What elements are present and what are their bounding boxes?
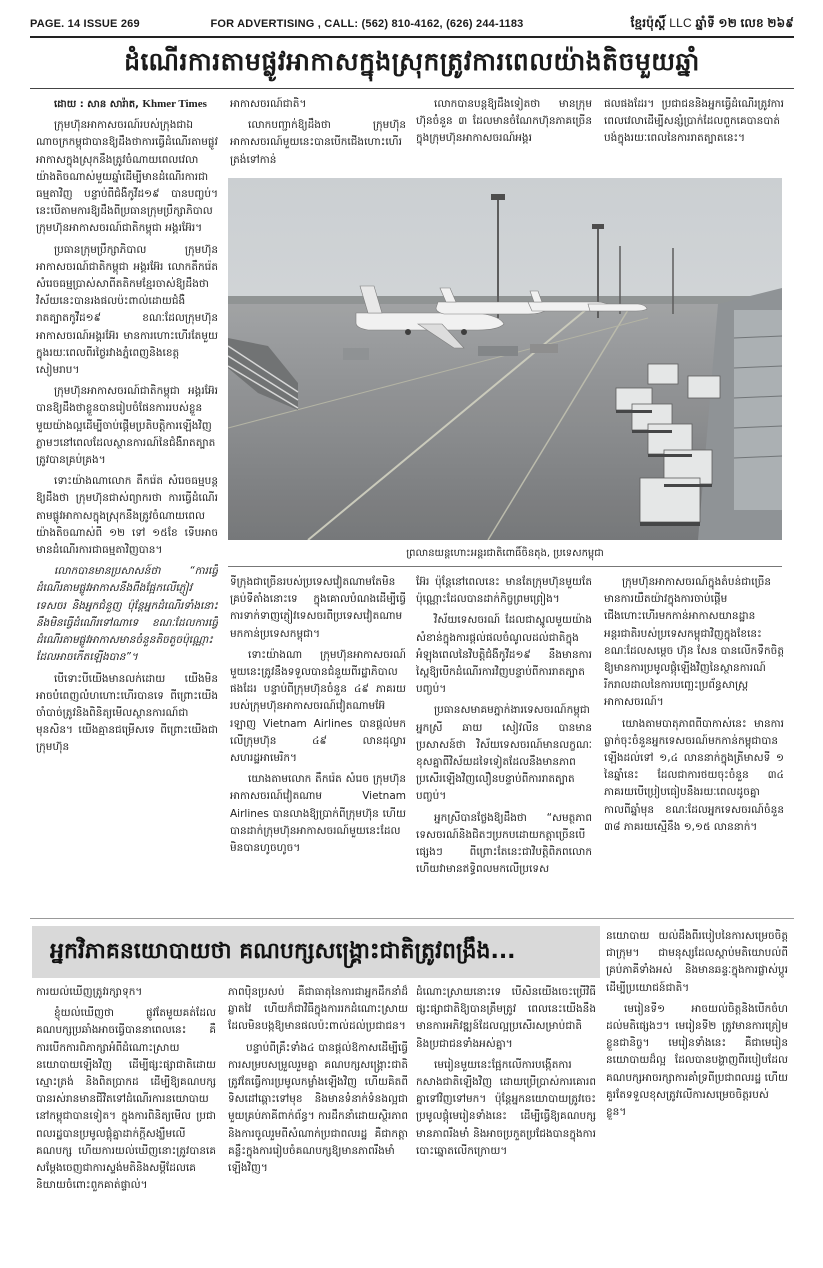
second-article-column-3	[416, 984, 596, 1256]
section-divider	[30, 918, 794, 919]
paragraph: លោកបញ្ជាក់ឱ្យដឹងថា ក្រុមហ៊ុនអាកាសចរណ៍មួយនេះបានបើកជើងហោះហើរត្រង់ទៅកាន់	[230, 119, 406, 166]
paragraph: នយោបាយ យល់ដឹងពីរបៀបនៃការសម្រេចចិត្តជាក្រុម។ ជាមនុស្សដែលស្តាប់មតិយោបល់ពីគ្រប់ភាគីទាំងអស់ និងមានឆន្ទៈក្នុងការផ្លាស់ប្តូរដើម្បីប្រយោជន៍ជាតិ។	[606, 930, 788, 994]
page-issue: PAGE. 14 ISSUE 269	[30, 18, 140, 30]
byline	[36, 96, 218, 113]
paragraph: វិស័យទេសចរណ៍ ដែលជាស្នូលមួយយ៉ាងសំខាន់ក្នុងការផ្តល់ផលចំណូលដល់ជាតិក្នុងអំឡុងពេលនៃវិបត្តិជំងឺកូវីដ១៩ នឹងមានការស្ពៃឱ្យបើកដំណើរការវិញបន្ទាប់ពីការរាតត្បាតបញ្ចប់។	[416, 614, 592, 696]
paragraph: អាកាសចរណ៍ជាតិ។	[230, 98, 307, 110]
paragraph: បន្ទាប់ពីគ្រឹះទាំង៤ បានផ្តល់ឱកាសដើម្បីធ្វើការសម្របសម្រួលរួមគ្នា គណបក្សសង្គ្រោះជាតិត្រូវតែធ្វើការប្រមូលកម្លាំងឡើងវិញ ហើយគិតពីទិសដៅឆ្ពោះទៅមុខ និងមានទំនាក់ទំនងល្អជាមួយគ្រប់ភាគីពាក់ព័ន្ធ។ ការដឹកនាំដោយស្ថិរភាពនិងការចូលរួមពីសំណាក់ប្រជាពលរដ្ឋ គឺជាកត្តាគន្លឹះក្នុងការរៀបចំគណបក្សឱ្យមានភាពរឹងមាំឡើងវិញ។	[228, 1041, 408, 1175]
article-column-2-top	[230, 96, 406, 176]
second-article-column-4	[606, 928, 788, 1256]
page-header	[30, 14, 794, 34]
paragraph: ភាពប៉ិនប្រសប់ គឺជាធាតុនៃការជាអ្នកដឹកនាំដ៏ឆ្លាតវៃ ហើយក៏ជាវិធីក្នុងការរកដំណោះស្រាយ ដែលមិនបង្កឱ្យមានផលប៉ះពាល់ដល់ប្រជាជន។	[228, 986, 408, 1033]
byline-label: ដោយ : សាន សារ៉ាត,	[54, 99, 139, 110]
paragraph: បើទោះបីយើងមានលក់ដោយ យើងមិនអាចបំពេញលំហហោះហើរបានទេ ពីព្រោះយើងចាំបាច់ត្រូវនិងពិនិត្យមើលស្ថានការណ៍ជាមុនសិន។ យើងគ្មានជម្រើសទេ ពីព្រោះយើងជាក្រុមហ៊ុន	[36, 672, 218, 754]
article-column-2-bottom	[230, 574, 406, 914]
paragraph: យោងតាមបាតុភាពពីបាកាស់នេះ មានការធ្លាក់ចុះចំនួនអ្នកទេសចរណ៍មកកាន់កម្ពុជាបានឡើងដល់ទៅ ១,៤ លាននាក់ក្នុងត្រីមាសទី ១ នៃឆ្នាំនេះ ដែលជាការថយចុះចំនួន ៣៤ ភាគរយបើប្រៀបធៀបនឹងរយៈពេលដូចគ្នាកាលពីឆ្នាំមុន ខណៈដែលអ្នកទេសចរណ៍ចំនួន ៣៨ ភាគរយស្មើនឹង ១,១៥ លាននាក់។	[604, 717, 784, 833]
paper-masthead	[544, 15, 794, 33]
second-article-column-1	[36, 984, 216, 1256]
main-headline: ដំណើរការតាមផ្លូវអាកាសក្នុងស្រុកត្រូវការពេលយ៉ាងតិចមួយឆ្នាំ	[124, 47, 700, 76]
paragraph: ការយល់ឃើញត្រូវរក្សាទុក។	[36, 986, 143, 998]
paper-name: ខ្មែរប៉ុស្តិ៍	[630, 16, 666, 30]
airport-photo-illustration	[228, 178, 782, 540]
paper-suffix: LLC	[669, 16, 692, 30]
quote-paragraph: លោកបានមានប្រសាសន៍ថា “ការធ្វើដំណើរតាមផ្លូវអាកាសនឹងពឹងផ្អែកលើភ្ញៀវទេសចរ និងអ្នកជំនួញ ប៉ុន្តែអ្នកដំណើរទាំងនោះនឹងមិនធ្វើដំណើរទៅណាទេ ខណៈដែលការធ្វើដំណើរតាមផ្លូវអាកាសមានចំនួនតិចតួចប៉ុណ្ណោះដែលអាចកើតឡើងបាន”។	[36, 565, 218, 664]
paragraph: យោងតាមលោក តឹករ៉េត សំរេច ក្រុមហ៊ុនអាកាសចរណ៍វៀតណាម Vietnam Airlines បានលាងឱ្យប្រាក់ពីក្រុមហ៊ុន ហើយបានដាក់ក្រុមហ៊ុនអាកាសចរណ៍មួយនេះដែលមិនបានហូចហូច។	[230, 773, 406, 855]
paragraph: ក្រុមហ៊ុនអាកាសចរណ៍របស់ក្រុងជាឯណាចក្រកម្ពុជាបានឱ្យដឹងថាការធ្វើដំណើរតាមផ្លូវអាកាសក្នុងស្រុកនឹងត្រូវចំណាយពេលវេលាយ៉ាងតិចណាស់មួយឆ្នាំដើម្បីមានដំណើរការជាធម្មតាវិញ បន្ទាប់ពីជំងឺកូវីដ១៩ បានបញ្ចប់។ នេះបើតាមការឱ្យដឹងពីប្រធានក្រុមប្រឹក្សាភិបាល ក្រុមហ៊ុនអាកាសចរណ៍ជាតិកម្ពុជា អង្គរអ៊ែរ។	[36, 119, 218, 235]
paragraph: ប្រធានក្រុមប្រឹក្សាភិបាល ក្រុមហ៊ុនអាកាសចរណ៍ជាតិកម្ពុជា អង្គរអ៊ែរ លោកតឹករ៉េត សំរេចធម្មប្រាស់សាពីតតិកមខ្មែរចាស់ឱ្យដឹងថា វិស័យនេះបានរងផលប៉ះពាល់ដោយជំងឺរាតត្បាតកូវីដ១៩ ខណៈដែលក្រុមហ៊ុនអាកាសចរណ៍អង្គរអ៊ែរ មានការហោះហើរតែមួយក្នុងរយៈពេលពីរថ្ងៃរវាងភ្នំពេញនិងខេត្តសៀមរាប។	[36, 243, 218, 377]
paragraph: ប្រធានសមាគមភ្នាក់ងារទេសចរណ៍កម្ពុជា អ្នកស្រី ឆាយ សៀវលីន បានមានប្រសាសន៍ថា វិស័យទេសចរណ៍មានលក្ខណៈខុសគ្នាពីវិស័យដទៃទៀតដែលនឹងមានភាពប្រសើរឡើងវិញលឿនបន្ទាប់ពីការរាតត្បាតបញ្ចប់។	[416, 704, 592, 803]
article-column-4-top	[604, 96, 784, 176]
paragraph: អ៊ែរ ប៉ុន្តែនៅពេលនេះ មានតែក្រុមហ៊ុនមួយតែប៉ុណ្ណោះដែលបានដាក់កិច្ចព្រមព្រៀង។	[416, 576, 592, 606]
paragraph: ទោះយ៉ាងណា ក្រុមហ៊ុនអាកាសចរណ៍មួយនេះត្រូវនឹងទទួលបានជំនួយពីរដ្ឋាភិបាលផងដែរ បន្ទាប់ពីក្រុមហ៊ុនចំនួន ៤៩ ភាគរយរបស់ក្រុមហ៊ុនអាកាសចរណ៍វៀតណាមអ៊ែរឡាញ Vietnam Airlines បានផ្តល់មកលើក្រុមហ៊ុន ៤៩ លានដុល្លារសហរដ្ឋអាមេរិក។	[230, 648, 406, 765]
second-article-column-2	[228, 984, 408, 1256]
airport-photo	[228, 178, 782, 540]
paragraph: ខ្ញុំយល់ឃើញថា ផ្លូវតែមួយគត់ដែលគណបក្សប្រឆាំងអាចធ្វើបាននាពេលនេះ គឺការបើកការពិភាក្សាអំពីដំណោះស្រាយនយោបាយឡើងវិញ ដើម្បីផ្សះផ្សាជាតិដោយស្មោះត្រង់ និងពិតប្រាកដ ដើម្បីឱ្យគណបក្សបានរស់រានមានជីវិតទៅដំណើរការនយោបាយនៅកម្ពុជាបានទៀត។ ក្នុងការពិនិត្យមើល ប្រជាពលរដ្ឋបានប្រមូលផ្តុំគ្នាដាក់ក្តីសង្ឃឹមលើគណបក្ស ហើយការយល់ឃើញនោះត្រូវបានគេសម្តែងចេញជាការស្ទង់មតិនិងសម្តីដែលគេនិយាយចំពោះពួកគាត់ផ្ទាល់។	[36, 1007, 216, 1192]
year-issue: ឆ្នាំទី ១២ លេខ ២៦៩	[695, 16, 794, 30]
advertising-line: FOR ADVERTISING , CALL: (562) 810-4162, (626) 244-1183	[210, 18, 524, 30]
paragraph: មេរៀនទី១ អាចយល់ចិត្តនិងបើកចំហដល់មតិផ្សេងៗ។ មេរៀនទី២ ត្រូវមានការត្រៀមខ្លួនជានិច្ច។ មេរៀនទាំងនេះ គឺជាមេរៀននយោបាយដ៏ល្អ ដែលបានបង្ហាញពីរបៀបដែលគណបក្សអាចរក្សាការគាំទ្រពីប្រជាពលរដ្ឋ ហើយគួរតែទទួលខុសត្រូវលើការសម្រេចចិត្តរបស់ខ្លួន។	[606, 1002, 788, 1119]
paragraph: មេរៀនមួយនេះផ្អែកលើការបង្កើតការកសាងជាតិឡើងវិញ ដោយប្រើប្រាស់ការគោរពគ្នាទៅវិញទៅមក។ ប៉ុន្តែអ្នកនយោបាយត្រូវចេះប្រមូលផ្តុំមេរៀនទាំងនេះ ដើម្បីធ្វើឱ្យគណបក្សមានភាពរឹងមាំ និងអាចប្រកួតប្រជែងបានក្នុងការបោះឆ្នោតលើកក្រោយ។	[416, 1058, 596, 1157]
paragraph: លោកបានបន្តឱ្យដឹងទៀតថា មានក្រុមហ៊ុនចំនួន ៣ ដែលមានចំណែកហ៊ុនភាគច្រើនក្នុងក្រុមហ៊ុនអាកាសចរណ៍អង្គរ	[416, 98, 592, 145]
headline-rule	[30, 88, 794, 89]
caption-rule	[228, 566, 782, 567]
paragraph: ក្រុមហ៊ុនអាកាសចរណ៍ក្នុងតំបន់ជាច្រើនមានការយឺតយ៉ាវក្នុងការចាប់ផ្តើមជើងហោះហើរមកកាន់អាកាសយានដ្ឋានអន្តរជាតិរបស់ប្រទេសកម្ពុជាវិញក្នុងខែនេះ ខណៈដែលសម្តេច ហ៊ុន សែន បានលើកទឹកចិត្តឱ្យមានការប្រមូលផ្តុំឡើងវិញនៃស្ថានការណ៍រីករាលដាលនៃការបញ្ឆេះប្រព័ន្ធសាស្ត្រអាកាសចរណ៍។	[604, 576, 784, 709]
header-rule	[30, 36, 794, 38]
paragraph: ផលផងដែរ។ ប្រជាជននិងអ្នកធ្វើដំណើរត្រូវការពេលវេលាដើម្បីសន្សំប្រាក់ដែលពួកគេបានបាត់បង់ក្នុងរយៈពេលនៃការរាតត្បាតនេះ។	[604, 98, 784, 145]
photo-caption: ព្រលានយន្តហោះអន្តរជាតិពោធិ៍ចិនតុង, ប្រទេសកម្ពុជា	[406, 548, 604, 559]
paragraph: ទោះយ៉ាងណាលោក តឹករ៉េត សំរេចធម្មបន្តឱ្យដឹងថា ក្រុមហ៊ុនជាស់ព្យាករថា ការធ្វើដំណើរតាមផ្លូវអាកាសក្នុងស្រុកនឹងត្រូវចំណាយពេលយ៉ាងតិចណាស់ពី ១២ ទៅ ១៥ខែ ទើបអាចមានដំណើរការជាធម្មតាវិញបាន។	[36, 475, 218, 557]
second-headline: អ្នកវិភាគនយោបាយថា គណបក្សសង្គ្រោះជាតិត្រូវពង្រឹង...	[50, 939, 516, 964]
paragraph: ទីក្រុងជាច្រើនរបស់ប្រទេសវៀតណាមតែមិនគ្រប់ទីតាំងនោះទេ ក្នុងគោលបំណងដើម្បីធ្វើការទាក់ទាញភ្ញៀវទេសចរពីប្រទេសវៀតណាមមកកាន់ប្រទេសកម្ពុជា។	[230, 576, 406, 640]
paragraph: ក្រុមហ៊ុនអាកាសចរណ៍ជាតិកម្ពុជា អង្គរអ៊ែរ បានឱ្យដឹងថាខ្លួនបានរៀបចំផែនការរបស់ខ្លួនមួយយ៉ាងល្អដើម្បីចាប់ផ្តើមប្រតិបត្តិការឡើងវិញភ្លាមៗនៅពេលដែលស្ថានការណ៍នៃជំងឺរាតត្បាតត្រូវបានគ្រប់គ្រង។	[36, 385, 218, 467]
paragraph: ដំណោះស្រាយនោះទេ បើសិនយើងចេះប្រើវិធីផ្សះផ្សាជាតិឱ្យបានត្រឹមត្រូវ ពេលនេះយើងនឹងមានការអភិវឌ្ឍន៍ដែលល្អប្រសើរសម្រាប់ជាតិ និងប្រជាជនទាំងអស់គ្នា។	[416, 986, 596, 1050]
article-column-3-bottom	[416, 574, 592, 914]
article-column-1	[36, 96, 218, 914]
article-column-3-top	[416, 96, 592, 176]
article-column-4-bottom	[604, 574, 784, 914]
byline-source: Khmer Times	[142, 98, 207, 110]
paragraph: អ្នកស្រីបានថ្លែងឱ្យដឹងថា “សមត្ថភាពទេសចរណ៍និងជិតៗប្រកបដោយកត្តាច្រើនបើផ្សេងៗ ពីព្រោះតែនេះជាវិបត្តិពិភពលោក ហើយវាមានឥទ្ធិពលមកលើប្រទេស	[416, 811, 592, 876]
